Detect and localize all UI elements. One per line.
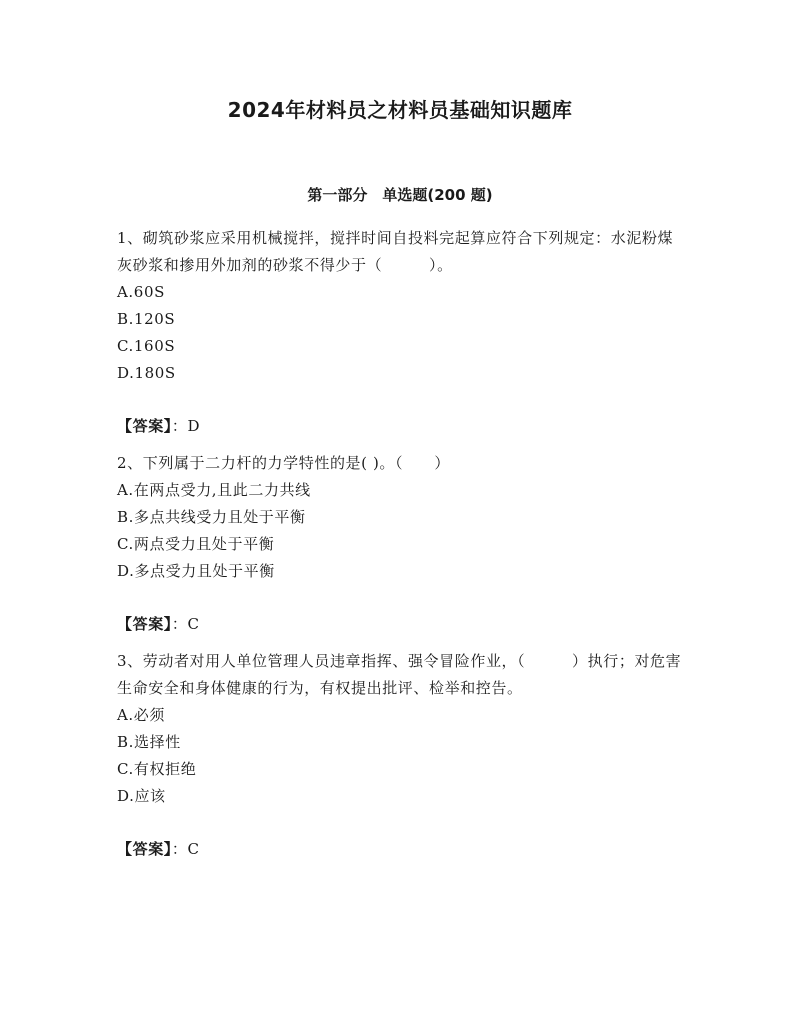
question-item [117,648,687,863]
option-c: C.160S [117,337,176,355]
option-b: B.多点共线受力且处于平衡 [117,508,306,526]
option-list [117,279,687,387]
answer-line [117,413,687,440]
answer-value: ：C [171,615,200,633]
option-list [117,702,687,810]
option-d: D.180S [117,364,176,382]
answer-line [117,611,687,638]
option-b: B.120S [117,310,176,328]
answer-line [117,836,687,863]
option-c: C.有权拒绝 [117,760,197,778]
answer-label: 【答案】 [117,417,172,435]
option-c: C.两点受力且处于平衡 [117,535,275,553]
option-a: A.在两点受力,且此二力共线 [117,481,311,499]
option-a: A.必须 [117,706,166,724]
answer-label: 【答案】 [117,840,172,858]
option-d: D.应该 [117,787,166,805]
answer-value: ：C [171,840,200,858]
option-a: A.60S [117,283,165,301]
document-title: 2024年材料员之材料员基础知识题库 [227,98,573,122]
section-heading: 第一部分 单选题(200 题) [307,186,493,204]
option-b: B.选择性 [117,733,181,751]
question-stem: 3、劳动者对用人单位管理人员违章指挥、强令冒险作业，（ ）执行；对危害生命安全和身体健康的行为，有权提出批评、检举和控告。 [117,652,682,697]
answer-value: ：D [171,417,201,435]
question-item [117,225,687,440]
question-stem: 1、砌筑砂浆应采用机械搅拌，搅拌时间自投料完起算应符合下列规定：水泥粉煤灰砂浆和掺用外加剂的砂浆不得少于（ ）。 [117,229,674,274]
question-item [117,450,687,638]
question-list [117,225,687,863]
option-list [117,477,687,585]
question-stem: 2、下列属于二力杆的力学特性的是( )。（ ） [117,454,450,472]
option-d: D.多点受力且处于平衡 [117,562,275,580]
answer-label: 【答案】 [117,615,172,633]
